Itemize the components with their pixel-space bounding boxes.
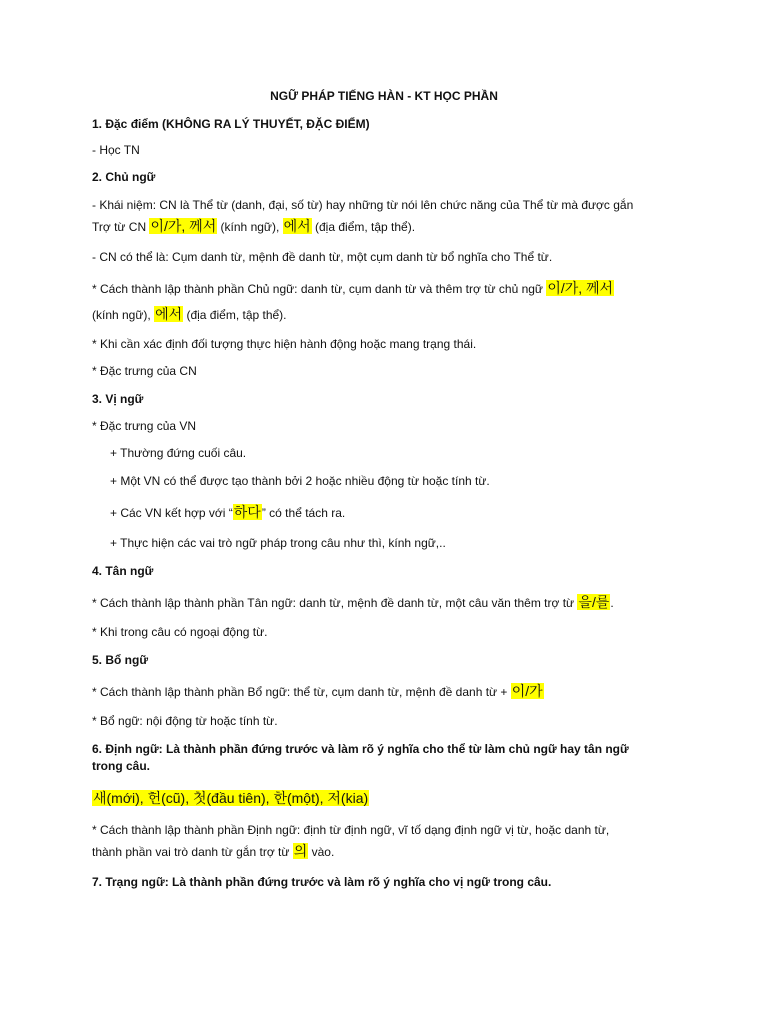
section-3-bullet: + Thường đứng cuối câu. [110,446,247,460]
text-run: * Cách thành lập thành phần Bổ ngữ: thể từ, cụm danh từ, mệnh đề danh từ + [92,685,511,699]
text-run: thành phần vai trò danh từ gắn trợ từ [92,845,293,859]
text-run: Trợ từ CN [92,220,150,234]
section-3-bullet [110,503,345,522]
korean-highlight: 에서 [283,218,311,234]
section-3-heading: 3. Vị ngữ [92,392,144,406]
section-1-line: - Học TN [92,143,140,157]
section-6-heading-line-2: trong câu. [92,759,151,773]
text-run: * Cách thành lập thành phần Chủ ngữ: danh từ, cụm danh từ và thêm trợ từ chủ ngữ [92,282,547,296]
text-run: * Cách thành lập thành phần Tân ngữ: danh từ, mệnh đề danh từ, một câu văn thêm trợ từ [92,596,578,610]
text-run: + Các VN kết hợp với “ [110,506,233,520]
document-title: NGỮ PHÁP TIẾNG HÀN - KT HỌC PHẦN [270,89,498,103]
korean-highlight: 새(mới), 헌(cũ), 첫(đầu tiên), 한(một), 저(kia) [93,790,369,806]
text-run: (địa điểm, tập thể). [311,220,416,234]
section-6-formation-line-2 [92,842,334,861]
section-7-heading: 7. Trạng ngữ: Là thành phần đứng trước và làm rõ ý nghĩa cho vị ngữ trong câu. [92,875,552,889]
text-run: vào. [308,845,335,859]
text-run: (kính ngữ), [92,308,155,322]
text-run: (địa điểm, tập thể). [183,308,287,322]
section-2-line: * Khi cần xác định đối tượng thực hiện hành động hoặc mang trạng thái. [92,337,477,351]
text-run: ” có thể tách ra. [261,506,346,520]
section-1-heading: 1. Đặc điểm (KHÔNG RA LÝ THUYẾT, ĐẶC ĐIỂM) [92,117,370,131]
section-5-heading: 5. Bổ ngữ [92,653,149,667]
section-4-line [92,593,614,612]
section-4-heading: 4. Tân ngữ [92,564,154,578]
section-2-definition-line-2 [92,217,415,236]
korean-highlight: 이/가, 께서 [150,218,217,234]
korean-highlight: 의 [293,843,308,859]
section-3-bullet: + Một VN có thể được tạo thành bởi 2 hoặc nhiều động từ hoặc tính từ. [110,474,490,488]
korean-highlight: 을/를 [578,594,610,610]
section-2-formation-line-2 [92,305,287,324]
section-2-line: - CN có thể là: Cụm danh từ, mệnh đề danh từ, một cụm danh từ bổ nghĩa cho Thể từ. [92,250,553,264]
text-run: . [610,596,614,610]
section-6-formation-line-1: * Cách thành lập thành phần Định ngữ: định từ định ngữ, vĩ tố dạng định ngữ vị từ, hoặc danh từ, [92,823,610,837]
section-4-line: * Khi trong câu có ngoại động từ. [92,625,268,639]
korean-highlight: 이/가, 께서 [547,280,614,296]
section-2-definition-line-1: - Khái niệm: CN là Thể từ (danh, đại, số từ) hay những từ nói lên chức năng của Thể từ mà được gắn [92,198,634,212]
korean-highlight: 하다 [233,504,261,520]
section-5-line: * Bổ ngữ: nội động từ hoặc tính từ. [92,714,278,728]
section-6-examples [92,789,369,808]
korean-highlight: 이/가 [511,683,543,699]
section-5-line [92,682,544,701]
section-6-heading-line-1: 6. Định ngữ: Là thành phần đứng trước và làm rõ ý nghĩa cho thể từ làm chủ ngữ hay tân ngữ [92,742,629,756]
korean-highlight: 에서 [155,306,183,322]
section-2-line: * Đặc trưng của CN [92,364,197,378]
section-3-bullet: + Thực hiện các vai trò ngữ pháp trong câu như thì, kính ngữ,.. [110,536,446,550]
section-2-heading: 2. Chủ ngữ [92,170,156,184]
section-2-formation-line-1 [92,279,614,298]
text-run: (kính ngữ), [217,220,283,234]
section-3-line: * Đặc trưng của VN [92,419,197,433]
